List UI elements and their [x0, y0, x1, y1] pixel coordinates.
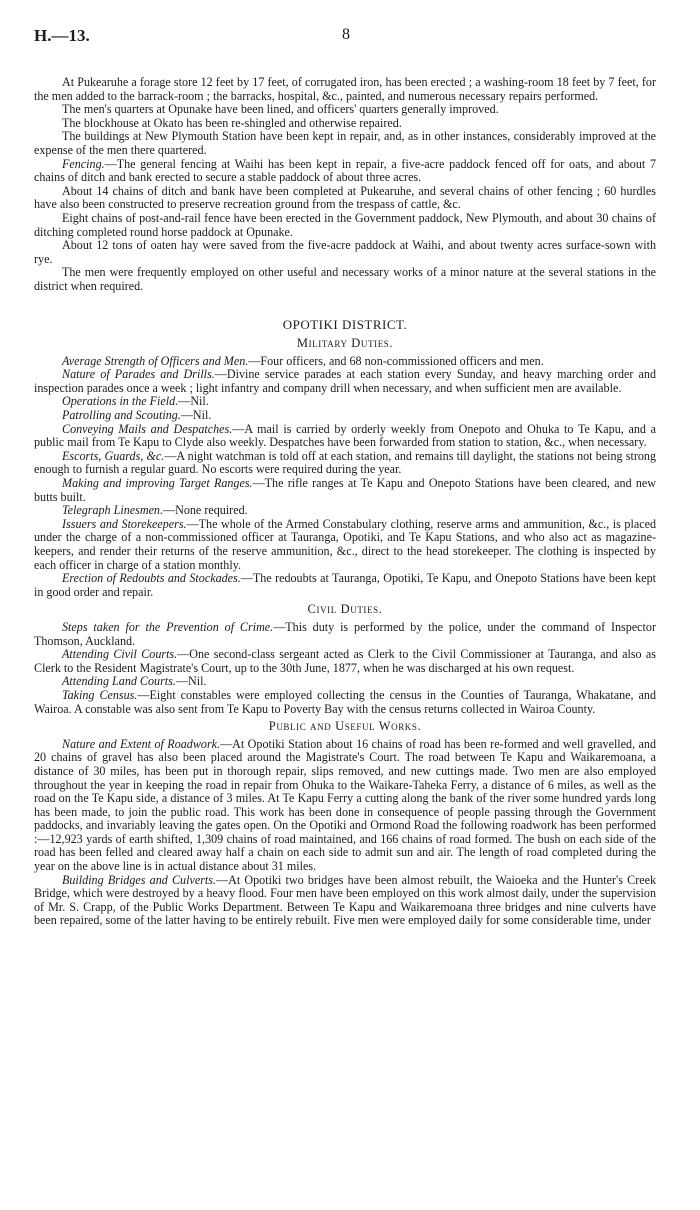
page-header	[34, 26, 666, 48]
paragraph	[34, 689, 656, 716]
paragraph-lead: Erection of Redoubts and Stockades.	[62, 571, 241, 586]
paragraph-lead: Operations in the Field.	[62, 394, 179, 409]
paragraph: The blockhouse at Okato has been re-shingled and otherwise repaired.	[62, 115, 402, 130]
paragraph-lead: Nature and Extent of Roadwork.	[62, 736, 221, 751]
paragraph	[34, 621, 656, 648]
civil-duties-heading: Civil Duties.	[307, 602, 383, 617]
paragraph-lead: Fencing.	[62, 156, 105, 171]
paragraph	[34, 239, 656, 266]
paragraph-text: —The rifle ranges at Te Kapu and Onepoto Stations have been cleared, and new butts built.	[34, 476, 656, 504]
paragraph	[34, 423, 656, 450]
paragraph-lead: Issuers and Storekeepers.	[62, 516, 187, 531]
paragraph	[34, 266, 656, 293]
paragraph-lead: Taking Census.	[62, 687, 138, 702]
paragraph-text: —At Opotiki Station about 16 chains of road has been re-formed and well gravelled, and 20 chains of gravel has also been placed around the Magistrate's Court. The road between Te Kapu and Waikaremoana, a distance of 30 miles, has been put in thorough repair, slips removed, and new cuttings made. Two men are also employed throughout the year in keeping the road in repair from Ohuka to the Waikare-Taheka Ferry, a distance of 6 miles, as well as the road on the Te Kapu side, a distance of 3 miles. At Te Kapu Ferry a cutting along the bank of the river some hundred yards long has been made, to join the public road. This work has been done in consequence of people passing through the Government paddocks, and invariably leaving the gates open. On the Opotiki and Ormond Road the following roadwork has been performed :—12,923 yards of earth shifted, 1,309 chains of road maintained, and 166 chains of road formed. The bush on each side of the road has been felled and cleared away half a chain on each side to admit sun and air. The length of road completed during the year on the above line is in actual distance about 31 miles.	[34, 736, 657, 874]
paragraph	[34, 450, 656, 477]
paragraph	[34, 368, 656, 395]
paragraph	[34, 158, 656, 185]
paragraph	[34, 648, 656, 675]
paragraph-lead: Telegraph Linesmen.	[62, 503, 164, 518]
paragraph-text: —Nil.	[180, 408, 212, 423]
paragraph	[34, 409, 656, 423]
paragraph: The men's quarters at Opunake have been lined, and officers' quarters generally improved.	[62, 102, 499, 117]
paragraph-lead: Average Strength of Officers and Men.	[62, 353, 249, 368]
page-body	[34, 76, 656, 928]
paragraph-text: —At Opotiki two bridges have been almost rebuilt, the Waioeka and the Hunter's Creek Bridge, which were destroyed by a heavy flood. Four men have been employed on this work almost daily, under the supervision of Mr. S. Crapp, of the Public Works Department. Between Te Kapu and Waikaremoana three bridges and nine culverts have been repaired, some of the latter having to be entirely rebuilt. Five men were employed daily for some considerable time, under	[34, 872, 656, 928]
paragraph	[34, 504, 656, 518]
district-heading: OPOTIKI DISTRICT.	[282, 316, 408, 332]
paragraph-lead: Conveying Mails and Despatches.	[62, 421, 233, 436]
section-spacer	[34, 294, 656, 314]
paragraph-text: —One second-class sergeant acted as Clerk to the Civil Commissioner at Tauranga, and also as Clerk to the Resident Magistrate's Court, up to the 30th June, 1877, when he was discharged at his own request.	[34, 647, 656, 675]
paragraph-lead: Nature of Parades and Drills.	[62, 367, 215, 382]
paragraph: The buildings at New Plymouth Station have been kept in repair, and, as in other instances, considerably improved at the expense of the men there quartered.	[34, 129, 656, 157]
paragraph-text: —None required.	[163, 503, 248, 518]
public-works-heading: Public and Useful Works.	[268, 719, 422, 734]
paragraph-lead: Building Bridges and Culverts.	[62, 872, 216, 887]
paragraph-text: The men were frequently employed on other useful and necessary works of a minor nature at the several stations in the district when required.	[34, 265, 656, 293]
paragraph-lead: Attending Civil Courts.	[62, 647, 178, 662]
paragraph-text: —This duty is performed by the police, under the command of Inspector Thomson, Auckland.	[34, 619, 656, 648]
paragraph: At Pukearuhe a forage store 12 feet by 17 feet, of corrugated iron, has been erected ; a washing-room 18 feet by 7 feet, for the men added to the barrack-room ; the barracks, hospital, &c., painted, and numerous necessary repairs performed.	[34, 75, 656, 103]
paragraph-text: —A night watchman is told off at each station, and remains till daylight, the stations not being strong enough to furnish a regular guard. No escorts were required during the year.	[34, 448, 656, 477]
paragraph-text: About 12 tons of oaten hay were saved from the five-acre paddock at Waihi, and about twenty acres surface-sown with rye.	[34, 238, 656, 266]
paragraph	[34, 185, 656, 212]
paragraph-text: —A mail is carried by orderly weekly from Onepoto and Ohuka to Te Kapu, and a public mail from Te Kapu to Clyde also weekly. Despatches have been forwarded from station to station, &c., when necessary.	[34, 421, 656, 450]
paragraph-text: —Nil.	[178, 394, 209, 409]
paragraph	[34, 874, 656, 928]
paragraph	[34, 477, 656, 504]
paragraph-lead: Patrolling and Scouting.	[62, 408, 181, 423]
paragraph	[34, 212, 656, 239]
paragraph-lead: Steps taken for the Prevention of Crime.	[62, 619, 274, 634]
paragraph-lead: Escorts, Guards, &c.	[62, 448, 165, 463]
paragraph-text: —The general fencing at Waihi has been kept in repair, a five-acre paddock fenced off for oats, and about 7 chains of ditch and bank erected to secure a stable paddock of about three acres.	[34, 156, 656, 185]
paragraph-text: —Four officers, and 68 non-commissioned officers and men.	[248, 353, 544, 368]
paragraph	[34, 572, 656, 599]
paragraph	[34, 738, 656, 874]
report-reference: H.—13.	[34, 26, 90, 45]
paragraph-text: —Nil.	[175, 674, 207, 689]
page-number: 8	[342, 26, 350, 43]
paragraph	[34, 675, 656, 689]
paragraph-text: Eight chains of post-and-rail fence have been erected in the Government paddock, New Plymouth, and about 30 chains of ditching completed round horse paddock at Opunake.	[34, 210, 656, 239]
paragraph-text: —The redoubts at Tauranga, Opotiki, Te Kapu, and Onepoto Stations have been kept in good order and repair.	[34, 571, 656, 599]
paragraph-text: —Eight constables were employed collecting the census in the Counties of Tauranga, Whakatane, and Wairoa. A constable was also sent from Te Kapu to Poverty Bay with the census returns collected in Wairoa County.	[34, 687, 656, 716]
paragraph-lead: Making and improving Target Ranges.	[62, 476, 253, 491]
paragraph-text: —Divine service parades at each station every Sunday, and heavy marching order and inspection parades once a week ; light infantry and company drill when necessary, and when sufficient men are available.	[34, 367, 656, 395]
paragraph	[34, 355, 656, 369]
paragraph	[34, 395, 656, 409]
paragraph	[34, 518, 656, 572]
paragraph-text: About 14 chains of ditch and bank have been completed at Pukearuhe, and several chains of other fencing ; 60 hurdles have also been constructed to preserve recreation ground from the trespass of cattle, &c.	[34, 183, 656, 212]
military-duties-heading: Military Duties.	[296, 336, 394, 351]
paragraph-lead: Attending Land Courts.	[62, 674, 176, 689]
paragraph-text: —The whole of the Armed Constabulary clothing, reserve arms and ammunition, &c., is placed under the charge of a non-commissioned officer at Tauranga, Opotiki, and Te Kapu Stations, and who also act as magazine-keepers, and render their returns of the reserve ammunition, &c., direct to the head storekeeper. The clothing is inspected by each officer in charge of a station monthly.	[34, 516, 656, 572]
